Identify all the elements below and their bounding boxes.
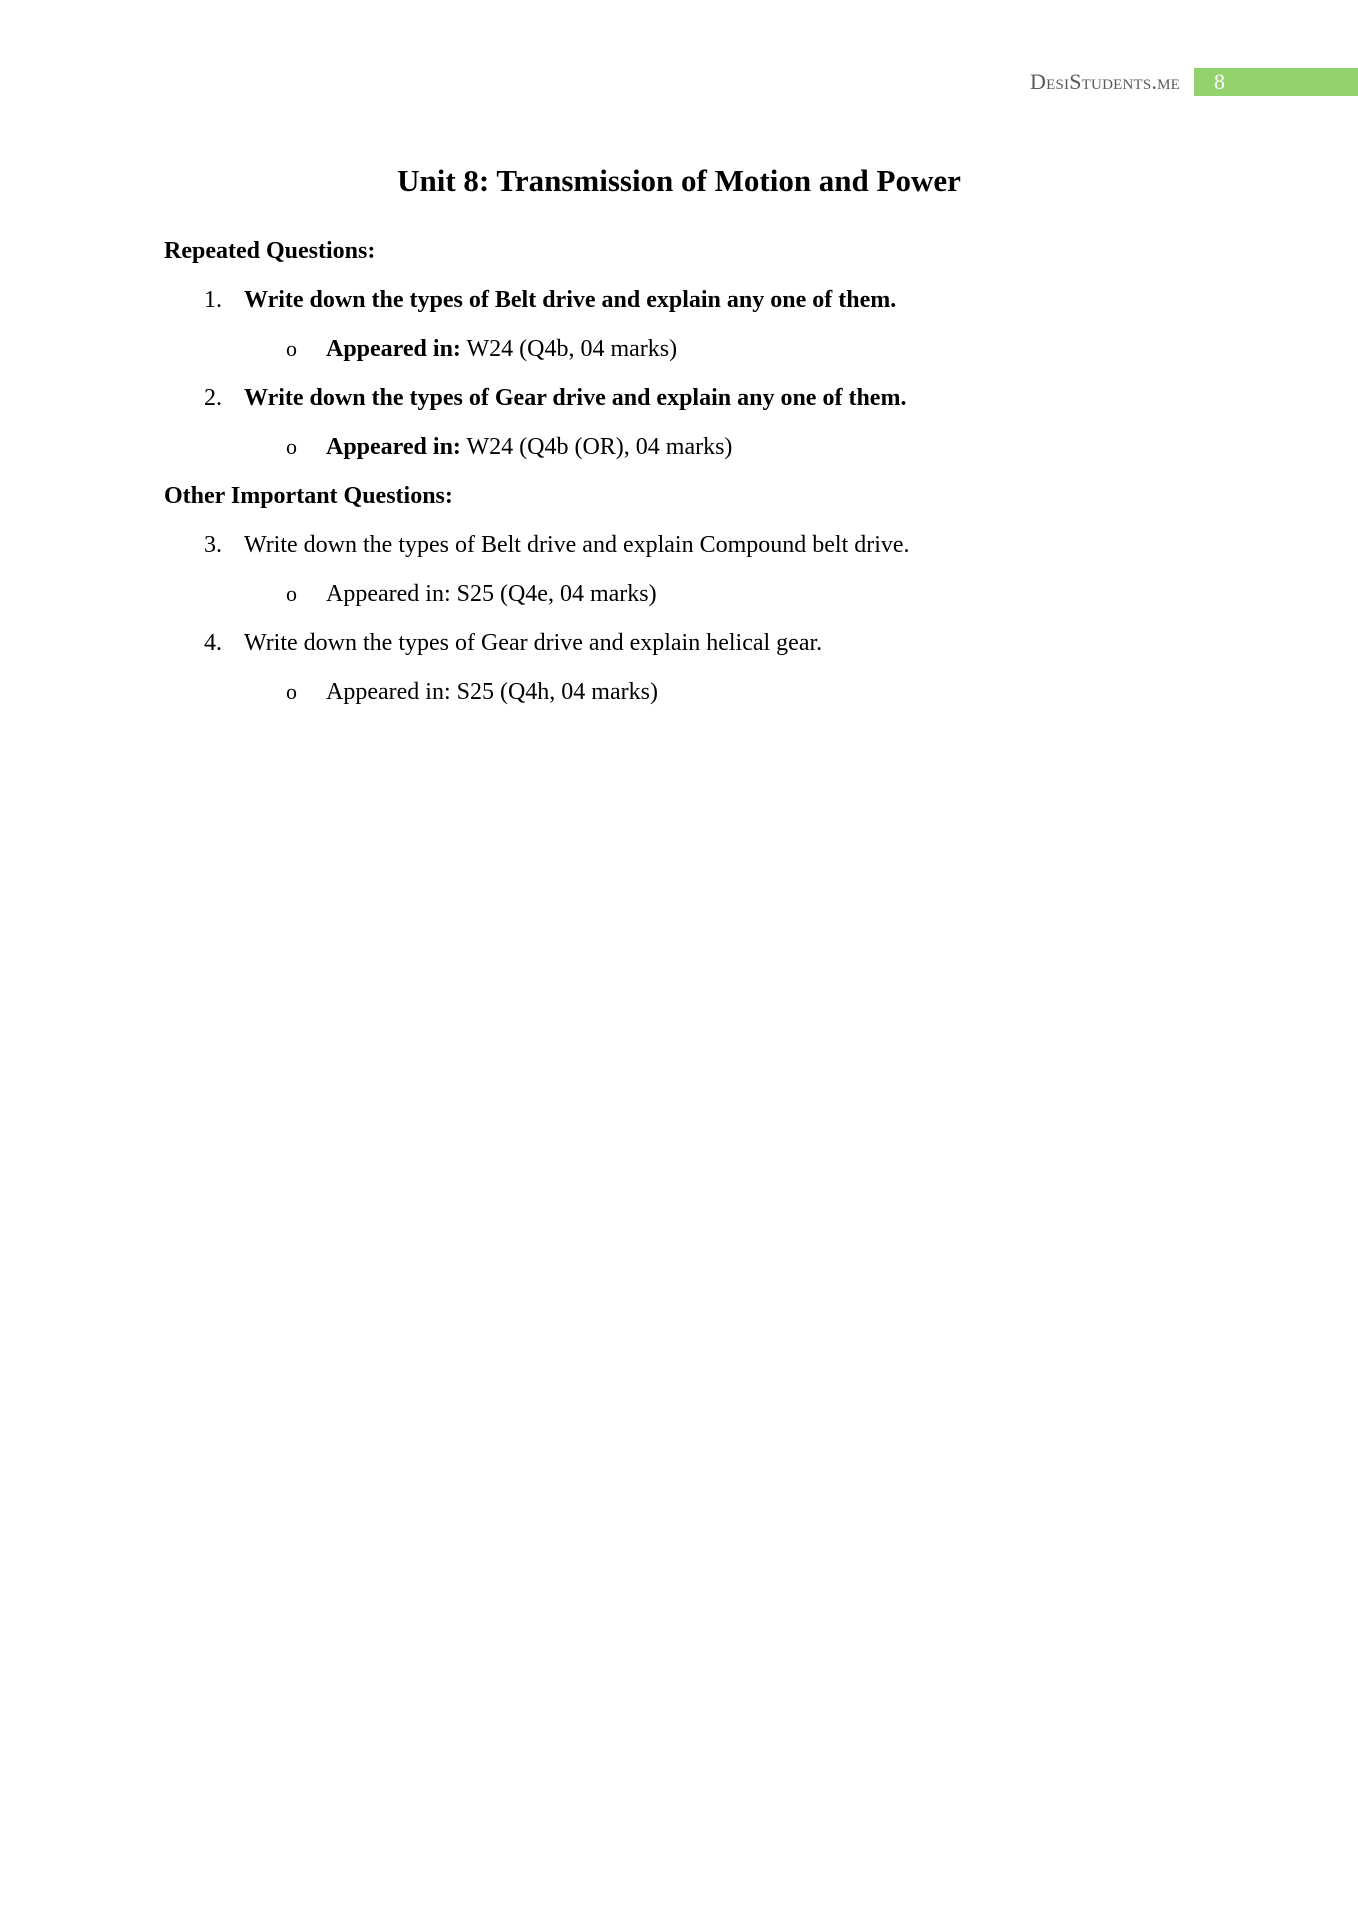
page-title: Unit 8: Transmission of Motion and Power — [397, 163, 961, 198]
question-item — [204, 630, 822, 657]
section-heading-repeated: Repeated Questions: — [164, 238, 376, 264]
question-text: Write down the types of Gear drive and explain helical gear. — [244, 630, 823, 656]
question-item — [204, 385, 906, 412]
bullet-icon: o — [286, 679, 297, 704]
site-name: DesiStudents.me — [1030, 69, 1180, 94]
page-number-badge: 8 — [1194, 68, 1358, 96]
appeared-label: Appeared in: — [326, 581, 451, 607]
appeared-label: Appeared in: — [326, 679, 451, 705]
appeared-item — [286, 336, 677, 363]
appeared-value: S25 (Q4h, 04 marks) — [450, 679, 658, 705]
question-number: 3. — [204, 532, 222, 558]
section-heading-other: Other Important Questions: — [164, 483, 453, 509]
appeared-value: W24 (Q4b, 04 marks) — [460, 336, 678, 362]
question-text: Write down the types of Gear drive and explain any one of them. — [244, 385, 907, 411]
appeared-item — [286, 581, 657, 608]
question-number: 2. — [204, 385, 222, 411]
appeared-value: W24 (Q4b (OR), 04 marks) — [460, 434, 733, 460]
appeared-item — [286, 434, 732, 461]
appeared-item — [286, 679, 658, 706]
appeared-label: Appeared in: — [326, 336, 461, 362]
bullet-icon: o — [286, 434, 297, 459]
page-header — [1030, 68, 1358, 96]
question-item — [204, 287, 896, 314]
question-text: Write down the types of Belt drive and explain Compound belt drive. — [244, 532, 910, 558]
question-item — [204, 532, 910, 559]
bullet-icon: o — [286, 336, 297, 361]
appeared-label: Appeared in: — [326, 434, 461, 460]
question-number: 1. — [204, 287, 222, 313]
bullet-icon: o — [286, 581, 297, 606]
question-number: 4. — [204, 630, 222, 656]
question-text: Write down the types of Belt drive and explain any one of them. — [244, 287, 897, 313]
appeared-value: S25 (Q4e, 04 marks) — [450, 581, 657, 607]
